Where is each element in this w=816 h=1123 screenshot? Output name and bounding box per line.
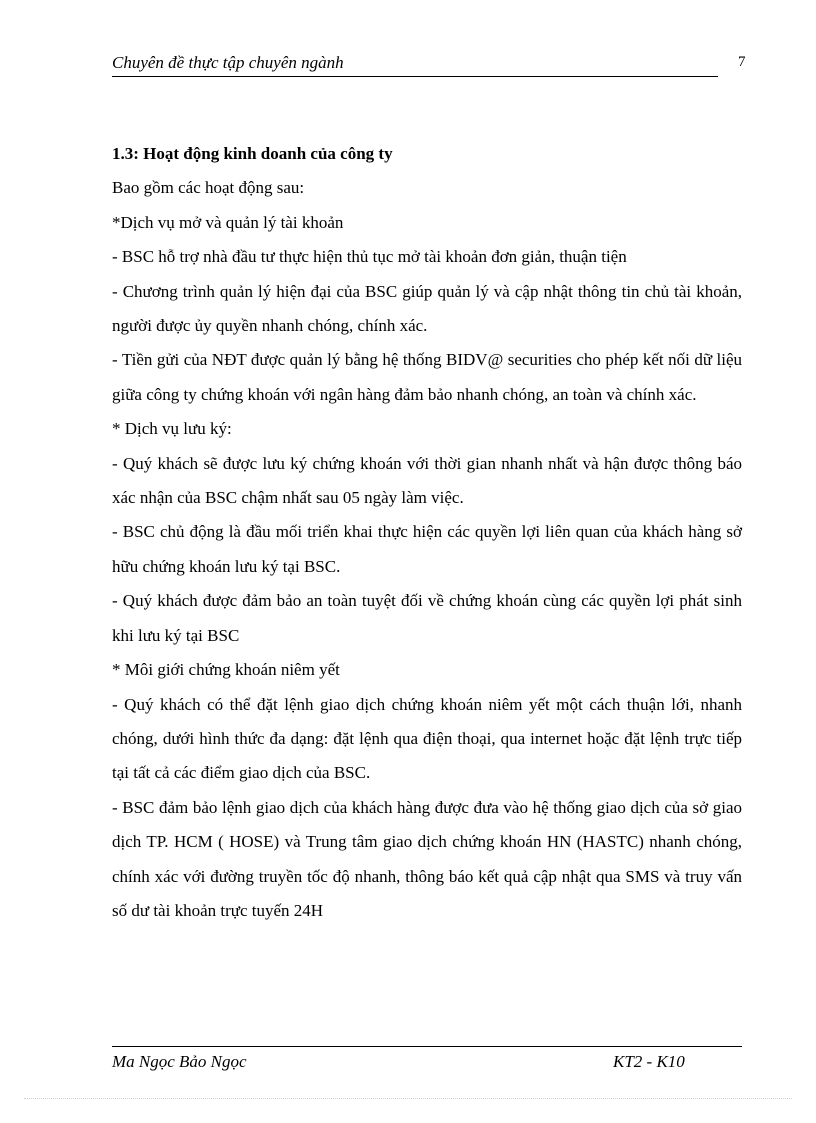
page-footer [112, 1046, 742, 1081]
subsection-custody-services: * Dịch vụ lưu ký: [112, 419, 232, 439]
page-header [112, 52, 718, 77]
subsection-account-services: *Dịch vụ mở và quản lý tài khoản [112, 212, 344, 232]
paragraph: - Chương trình quản lý hiện đại của BSC giúp quản lý và cập nhật thông tin chủ tài khoản, người được ủy quyền nhanh chóng, chính xác. [112, 281, 742, 336]
subsection-brokerage: * Môi giới chứng khoán niêm yết [112, 660, 340, 680]
paragraph: - Quý khách được đảm bảo an toàn tuyệt đối về chứng khoán cùng các quyền lợi phát sinh khi lưu ký tại BSC [112, 591, 742, 645]
paragraph: - Tiền gửi của NĐT được quản lý bằng hệ thống BIDV@ securities cho phép kết nối dữ liệu giữa công ty chứng khoán với ngân hàng đảm bảo nhanh chóng, an toàn và chính xác. [112, 350, 742, 404]
footer-class: KT2 - K10 [613, 1052, 685, 1071]
paragraph: - BSC đảm bảo lệnh giao dịch của khách hàng được đưa vào hệ thống giao dịch của sở giao dịch TP. HCM ( HOSE) và Trung tâm giao dịch chứng khoán HN (HASTC) nhanh chóng, chính xác với đường truyền tốc độ nhanh, thông báo kết quả cập nhật qua SMS và truy vấn số dư tài khoản trực tuyến 24H [112, 797, 742, 920]
paragraph: - Quý khách có thể đặt lệnh giao dịch chứng khoán niêm yết một cách thuận lới, nhanh chóng, dưới hình thức đa dạng: đặt lệnh qua điện thoại, qua internet hoặc đặt lệnh trực tiếp tại tất cả các điểm giao dịch của BSC. [112, 694, 742, 783]
page-number: 7 [738, 54, 746, 70]
section-heading: 1.3: Hoạt động kinh doanh của công ty [112, 144, 393, 163]
paragraph: - BSC chủ động là đầu mối triển khai thực hiện các quyền lợi liên quan của khách hàng sở hữu chứng khoán lưu ký tại BSC. [112, 522, 742, 576]
header-title: Chuyên đề thực tập chuyên ngành [112, 53, 344, 72]
paragraph: - BSC hỗ trợ nhà đầu tư thực hiện thủ tục mở tài khoản đơn giản, thuận tiện [112, 247, 627, 267]
footer-author: Ma Ngọc Bảo Ngọc [112, 1052, 247, 1071]
page-bottom-divider [24, 1098, 792, 1099]
paragraph: - Quý khách sẽ được lưu ký chứng khoán với thời gian nhanh nhất và hận được thông báo xác nhận của BSC chậm nhất sau 05 ngày làm việc. [112, 453, 742, 508]
document-body [112, 137, 742, 928]
intro-paragraph: Bao gồm các hoạt động sau: [112, 178, 305, 198]
